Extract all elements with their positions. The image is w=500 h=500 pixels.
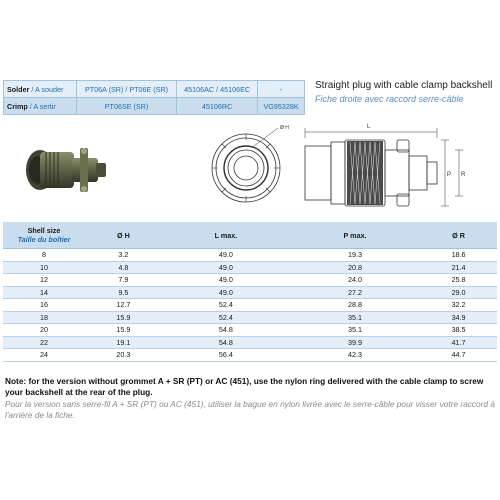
table-cell: 15.9	[85, 324, 162, 337]
table-row	[3, 249, 497, 262]
dimension-table	[3, 222, 497, 362]
table-cell: 19.1	[85, 336, 162, 349]
table-cell: 20.8	[290, 261, 420, 274]
table-cell: 49.0	[162, 286, 290, 299]
table-cell: 10	[3, 261, 85, 274]
table-cell: 49.0	[162, 249, 290, 262]
table-cell: 35.1	[290, 324, 420, 337]
table-cell: 9.5	[85, 286, 162, 299]
table-row	[3, 324, 497, 337]
product-title-fr: Fiche droite avec raccord serre-câble	[315, 94, 464, 104]
table-cell: 35.1	[290, 311, 420, 324]
table-row	[3, 349, 497, 362]
solder-vg-part: -	[258, 81, 305, 98]
table-cell: 16	[3, 299, 85, 312]
table-row	[3, 311, 497, 324]
table-cell: 28.8	[290, 299, 420, 312]
connector-photo	[20, 138, 112, 202]
table-row	[3, 261, 497, 274]
dimension-table-body	[3, 249, 497, 362]
table-cell: 38.5	[420, 324, 497, 337]
table-cell: 3.2	[85, 249, 162, 262]
table-cell: 20.3	[85, 349, 162, 362]
table-cell: 27.2	[290, 286, 420, 299]
shell-size-header: Shell size Taille du boîtier	[3, 222, 85, 249]
solder-row	[4, 81, 305, 98]
dimension-header-row	[3, 222, 497, 249]
table-cell: 52.4	[162, 311, 290, 324]
crimp-label: Crimp / A sertir	[4, 98, 77, 115]
table-cell: 20	[3, 324, 85, 337]
h-label: Ø H	[280, 125, 289, 131]
r-header: Ø R	[420, 222, 497, 249]
table-cell: 32.2	[420, 299, 497, 312]
table-cell: 24.0	[290, 274, 420, 287]
note-block	[5, 376, 495, 421]
table-cell: 12.7	[85, 299, 162, 312]
table-cell: 42.3	[290, 349, 420, 362]
table-cell: 22	[3, 336, 85, 349]
r-label: R	[461, 172, 466, 178]
table-cell: 8	[3, 249, 85, 262]
l-header: L max.	[162, 222, 290, 249]
p-header: P max.	[290, 222, 420, 249]
table-row	[3, 274, 497, 287]
table-row	[3, 286, 497, 299]
note-en: Note: for the version without grommet A + SR (PT) or AC (451), use the nylon ring delivered with the cable clamp to screw your backshell at the rear of the plug.	[5, 376, 484, 397]
note-fr: Pour la version sans serre-fil A + SR (PT) ou AC (451), utiliser la bague en nylon livrée avec le serre-câble pour visser votre raccord à l'arrière de la fiche.	[5, 399, 495, 420]
product-title: Straight plug with cable clamp backshell	[315, 80, 493, 91]
table-row	[3, 336, 497, 349]
table-cell: 12	[3, 274, 85, 287]
table-cell: 34.9	[420, 311, 497, 324]
table-cell: 18	[3, 311, 85, 324]
table-cell: 54.8	[162, 324, 290, 337]
table-cell: 24	[3, 349, 85, 362]
crimp-vg-part: VG95328K	[258, 98, 305, 115]
table-cell: 18.6	[420, 249, 497, 262]
front-view-drawing	[200, 120, 292, 210]
table-cell: 49.0	[162, 274, 290, 287]
table-cell: 4.8	[85, 261, 162, 274]
solder-label: Solder / A souder	[4, 81, 77, 98]
reference-table	[3, 80, 305, 115]
table-cell: 49.0	[162, 261, 290, 274]
table-cell: 56.4	[162, 349, 290, 362]
p-label: P	[447, 172, 452, 178]
crimp-451-part: 45106RC	[177, 98, 258, 115]
table-cell: 29.0	[420, 286, 497, 299]
l-label: L	[367, 124, 371, 130]
h-header: Ø H	[85, 222, 162, 249]
table-cell: 14	[3, 286, 85, 299]
table-cell: 25.8	[420, 274, 497, 287]
crimp-row	[4, 98, 305, 115]
table-cell: 7.9	[85, 274, 162, 287]
table-cell: 19.3	[290, 249, 420, 262]
solder-pt-part: PT06A (SR) / PT06E (SR)	[77, 81, 177, 98]
table-cell: 52.4	[162, 299, 290, 312]
table-cell: 21.4	[420, 261, 497, 274]
table-row	[3, 299, 497, 312]
crimp-pt-part: PT06SE (SR)	[77, 98, 177, 115]
table-cell: 41.7	[420, 336, 497, 349]
table-cell: 15.9	[85, 311, 162, 324]
table-cell: 39.9	[290, 336, 420, 349]
table-cell: 54.8	[162, 336, 290, 349]
solder-451-part: 45106AC / 45106EC	[177, 81, 258, 98]
table-cell: 44.7	[420, 349, 497, 362]
side-view-drawing	[295, 112, 495, 220]
